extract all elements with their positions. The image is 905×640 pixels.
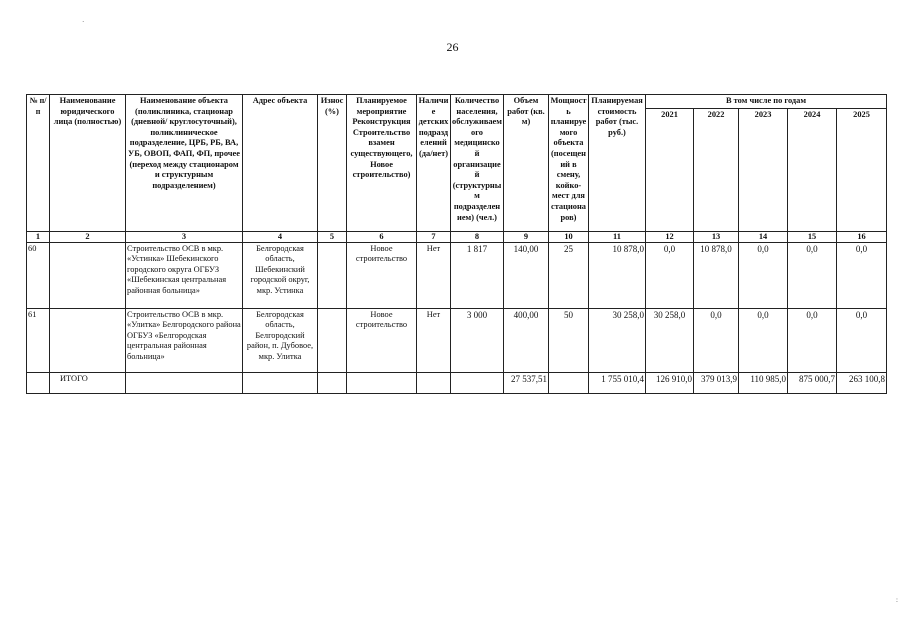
header-year-2025: 2025 xyxy=(837,108,887,231)
object-name-cell: Строительство ОСВ в мкр. «Устинка» Шебекинского городского округа ОГБУЗ «Шебекинская центральная районная больница» xyxy=(126,242,243,308)
year-2024-cell: 0,0 xyxy=(788,308,837,372)
header-planned-cost: Планируемая стоимость работ (тыс. руб.) xyxy=(589,95,646,232)
cost-cell: 30 258,0 xyxy=(589,308,646,372)
table-row xyxy=(27,308,887,372)
population-cell: 3 000 xyxy=(451,308,504,372)
header-planned-measure: Планируемое мероприятие Реконструкция Строительство взамен существующего, Новое строительство) xyxy=(347,95,417,232)
address-cell: Белгородская область, Шебекинский городской округ, мкр. Устинка xyxy=(243,242,318,308)
cost-cell: 10 878,0 xyxy=(589,242,646,308)
total-empty-cell xyxy=(451,372,504,393)
children-cell: Нет xyxy=(417,242,451,308)
total-empty-cell xyxy=(417,372,451,393)
volume-cell: 140,00 xyxy=(504,242,549,308)
total-row xyxy=(27,372,887,393)
total-year-2024: 875 000,7 xyxy=(788,372,837,393)
header-children-units: Наличие детских подразделений (да/нет) xyxy=(417,95,451,232)
column-number: 1 xyxy=(27,231,50,242)
investment-table-wrapper xyxy=(26,94,886,394)
row-number: 61 xyxy=(27,308,50,372)
year-2022-cell: 0,0 xyxy=(694,308,739,372)
column-number: 6 xyxy=(347,231,417,242)
measure-cell: Новое строительство xyxy=(347,242,417,308)
column-number: 13 xyxy=(694,231,739,242)
total-label: ИТОГО xyxy=(50,372,126,393)
total-empty-cell xyxy=(27,372,50,393)
year-2025-cell: 0,0 xyxy=(837,308,887,372)
column-number: 7 xyxy=(417,231,451,242)
total-year-2021: 126 910,0 xyxy=(646,372,694,393)
year-2023-cell: 0,0 xyxy=(739,242,788,308)
column-number: 12 xyxy=(646,231,694,242)
year-2022-cell: 10 878,0 xyxy=(694,242,739,308)
column-number: 9 xyxy=(504,231,549,242)
wear-cell xyxy=(318,242,347,308)
header-volume: Объем работ (кв. м) xyxy=(504,95,549,232)
year-2023-cell: 0,0 xyxy=(739,308,788,372)
measure-cell: Новое строительство xyxy=(347,308,417,372)
total-empty-cell xyxy=(347,372,417,393)
total-year-2025: 263 100,8 xyxy=(837,372,887,393)
children-cell: Нет xyxy=(417,308,451,372)
year-2024-cell: 0,0 xyxy=(788,242,837,308)
legal-entity-cell xyxy=(50,308,126,372)
total-empty-cell xyxy=(549,372,589,393)
capacity-cell: 25 xyxy=(549,242,589,308)
table-row xyxy=(27,242,887,308)
column-number: 2 xyxy=(50,231,126,242)
header-object-name: Наименование объекта (поликлиника, стационар (дневной/ круглосуточный), поликлиническое подразделение, ЦРБ, РБ, ВА, УБ, ОВОП, ФАП, ФП, прочее (переход между стационаром и структурным подразделением) xyxy=(126,95,243,232)
column-number: 16 xyxy=(837,231,887,242)
row-number: 60 xyxy=(27,242,50,308)
header-row xyxy=(27,95,887,109)
header-year-2022: 2022 xyxy=(694,108,739,231)
object-name-cell: Строительство ОСВ в мкр. «Улитка» Белгородского района ОГБУЗ «Белгородская центральная районная больница» xyxy=(126,308,243,372)
header-address: Адрес объекта xyxy=(243,95,318,232)
total-year-2023: 110 985,0 xyxy=(739,372,788,393)
header-legal-entity: Наименование юридического лица (полностью) xyxy=(50,95,126,232)
column-numbers-row xyxy=(27,231,887,242)
header-number: № п/п xyxy=(27,95,50,232)
year-2021-cell: 30 258,0 xyxy=(646,308,694,372)
address-cell: Белгородская область, Белгородский район, п. Дубовое, мкр. Улитка xyxy=(243,308,318,372)
column-number: 14 xyxy=(739,231,788,242)
scan-speck: : xyxy=(896,596,898,604)
capacity-cell: 50 xyxy=(549,308,589,372)
population-cell: 1 817 xyxy=(451,242,504,308)
column-number: 8 xyxy=(451,231,504,242)
total-empty-cell xyxy=(126,372,243,393)
total-year-2022: 379 013,9 xyxy=(694,372,739,393)
total-empty-cell xyxy=(243,372,318,393)
header-year-2024: 2024 xyxy=(788,108,837,231)
volume-cell: 400,00 xyxy=(504,308,549,372)
year-2021-cell: 0,0 xyxy=(646,242,694,308)
investment-table xyxy=(26,94,887,394)
page-number: 26 xyxy=(446,40,459,54)
column-number: 3 xyxy=(126,231,243,242)
scan-speck: · xyxy=(82,18,85,26)
column-number: 15 xyxy=(788,231,837,242)
total-volume: 27 537,51 xyxy=(504,372,549,393)
header-years-group: В том числе по годам xyxy=(646,95,887,109)
wear-cell xyxy=(318,308,347,372)
header-year-2023: 2023 xyxy=(739,108,788,231)
year-2025-cell: 0,0 xyxy=(837,242,887,308)
header-wear: Износ (%) xyxy=(318,95,347,232)
header-year-2021: 2021 xyxy=(646,108,694,231)
total-empty-cell xyxy=(318,372,347,393)
legal-entity-cell xyxy=(50,242,126,308)
total-cost: 1 755 010,4 xyxy=(589,372,646,393)
column-number: 4 xyxy=(243,231,318,242)
header-population: Количество населения, обслуживаемого медицинской организацией (структурным подразделением) (чел.) xyxy=(451,95,504,232)
column-number: 10 xyxy=(549,231,589,242)
column-number: 5 xyxy=(318,231,347,242)
header-capacity: Мощность планируемого объекта (посещений в смену, койко-мест для стационаров) xyxy=(549,95,589,232)
column-number: 11 xyxy=(589,231,646,242)
